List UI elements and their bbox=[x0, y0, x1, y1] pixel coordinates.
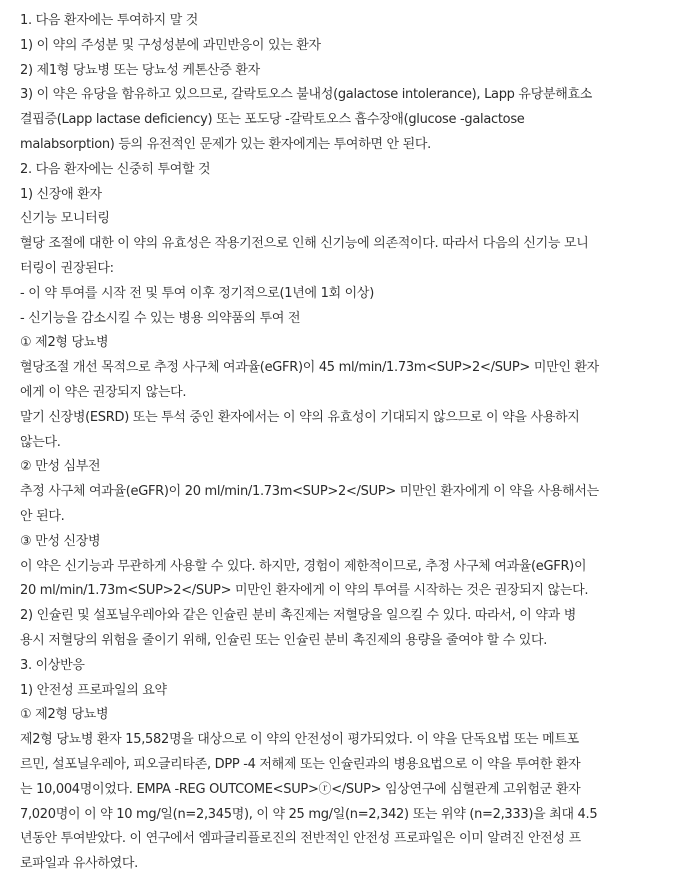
section-heading-adverse-reactions: 3. 이상반응 bbox=[20, 657, 85, 673]
paragraph-line: 로파일과 유사하였다. bbox=[20, 856, 138, 872]
list-item: - 신기능을 감소시킬 수 있는 병용 의약품의 투여 전 bbox=[20, 310, 301, 326]
section-heading-contraindications: 1. 다음 환자에는 투여하지 말 것 bbox=[20, 13, 199, 28]
subsection-heading: ③ 만성 신장병 bbox=[20, 533, 101, 549]
paragraph-line: 20 ml/min/1.73m<SUP>2</SUP> 미만인 환자에게 이 약의 투여를 시작하는 것은 권장되지 않는다. bbox=[20, 583, 589, 599]
paragraph-line: 터링이 권장된다: bbox=[20, 260, 114, 276]
paragraph-line: 2) 인슐린 및 설포닐우레아와 같은 인슐린 분비 촉진제는 저혈당을 일으킬 수 있다. 따라서, 이 약과 병 bbox=[20, 608, 576, 624]
subsection-heading: 신기능 모니터링 bbox=[20, 211, 110, 227]
subsection-heading: ② 만성 심부전 bbox=[20, 459, 101, 475]
subsection-heading: ① 제2형 당뇨병 bbox=[20, 335, 109, 351]
subsection-heading: 1) 신장애 환자 bbox=[20, 186, 102, 202]
paragraph-line: 는 10,004명이었다. EMPA -REG OUTCOME<SUP>ⓡ</SUP> 임상연구에 심혈관계 고위험군 환자 bbox=[20, 781, 581, 797]
paragraph-line: 결핍증(Lapp lactase deficiency) 또는 포도당 -갈락토오스 흡수장애(glucose -galactose bbox=[20, 112, 525, 128]
paragraph-line: 7,020명이 이 약 10 mg/일(n=2,345명), 이 약 25 mg/일(n=2,342) 또는 위약 (n=2,333)을 최대 4.5 bbox=[20, 806, 598, 822]
paragraph-line: 2) 제1형 당뇨병 또는 당뇨성 케톤산증 환자 bbox=[20, 62, 260, 78]
paragraph-line: 제2형 당뇨병 환자 15,582명을 대상으로 이 약의 안전성이 평가되었다. 이 약을 단독요법 또는 메트포 bbox=[20, 732, 579, 748]
list-item: - 이 약 투여를 시작 전 및 투여 이후 정기적으로(1년에 1회 이상) bbox=[20, 285, 374, 301]
paragraph-line: 에게 이 약은 권장되지 않는다. bbox=[20, 384, 187, 400]
subsection-heading: 1) 안전성 프로파일의 요약 bbox=[20, 682, 167, 698]
paragraph-line: 이 약은 신기능과 무관하게 사용할 수 있다. 하지만, 경험이 제한적이므로, 추정 사구체 여과율(eGFR)이 bbox=[20, 558, 587, 574]
paragraph-line: 1) 이 약의 주성분 및 구성성분에 과민반응이 있는 환자 bbox=[20, 37, 321, 53]
section-heading-precautions: 2. 다음 환자에는 신중히 투여할 것 bbox=[20, 161, 211, 177]
subsection-heading: ① 제2형 당뇨병 bbox=[20, 707, 109, 723]
paragraph-line: 추정 사구체 여과율(eGFR)이 20 ml/min/1.73m<SUP>2</SUP> 미만인 환자에게 이 약을 사용해서는 bbox=[20, 484, 599, 500]
paragraph-line: malabsorption) 등의 유전적인 문제가 있는 환자에게는 투여하면 안 된다. bbox=[20, 136, 431, 152]
paragraph-line: 않는다. bbox=[20, 434, 61, 450]
paragraph-line: 년동안 투여받았다. 이 연구에서 엠파글리플로진의 전반적인 안전성 프로파일은 이미 알려진 안전성 프 bbox=[20, 831, 581, 847]
paragraph-line: 말기 신장병(ESRD) 또는 투석 중인 환자에서는 이 약의 유효성이 기대되지 않으므로 이 약을 사용하지 bbox=[20, 409, 580, 425]
paragraph-line: 용시 저혈당의 위험을 줄이기 위해, 인슐린 또는 인슐린 분비 촉진제의 용량을 줄여야 할 수 있다. bbox=[20, 632, 548, 648]
paragraph-line: 혈당 조절에 대한 이 약의 유효성은 작용기전으로 인해 신기능에 의존적이다. 따라서 다음의 신기능 모니 bbox=[20, 236, 589, 252]
paragraph-line: 르민, 설포닐우레아, 피오글리타존, DPP -4 저해제 또는 인슐린과의 병용요법으로 이 약을 투여한 환자 bbox=[20, 756, 581, 772]
paragraph-line: 혈당조절 개선 목적으로 추정 사구체 여과율(eGFR)이 45 ml/min/1.73m<SUP>2</SUP> 미만인 환자 bbox=[20, 360, 599, 376]
paragraph-line: 안 된다. bbox=[20, 508, 65, 524]
paragraph-line: 3) 이 약은 유당을 함유하고 있으므로, 갈락토오스 불내성(galactose intolerance), Lapp 유당분해효소 bbox=[20, 87, 592, 103]
